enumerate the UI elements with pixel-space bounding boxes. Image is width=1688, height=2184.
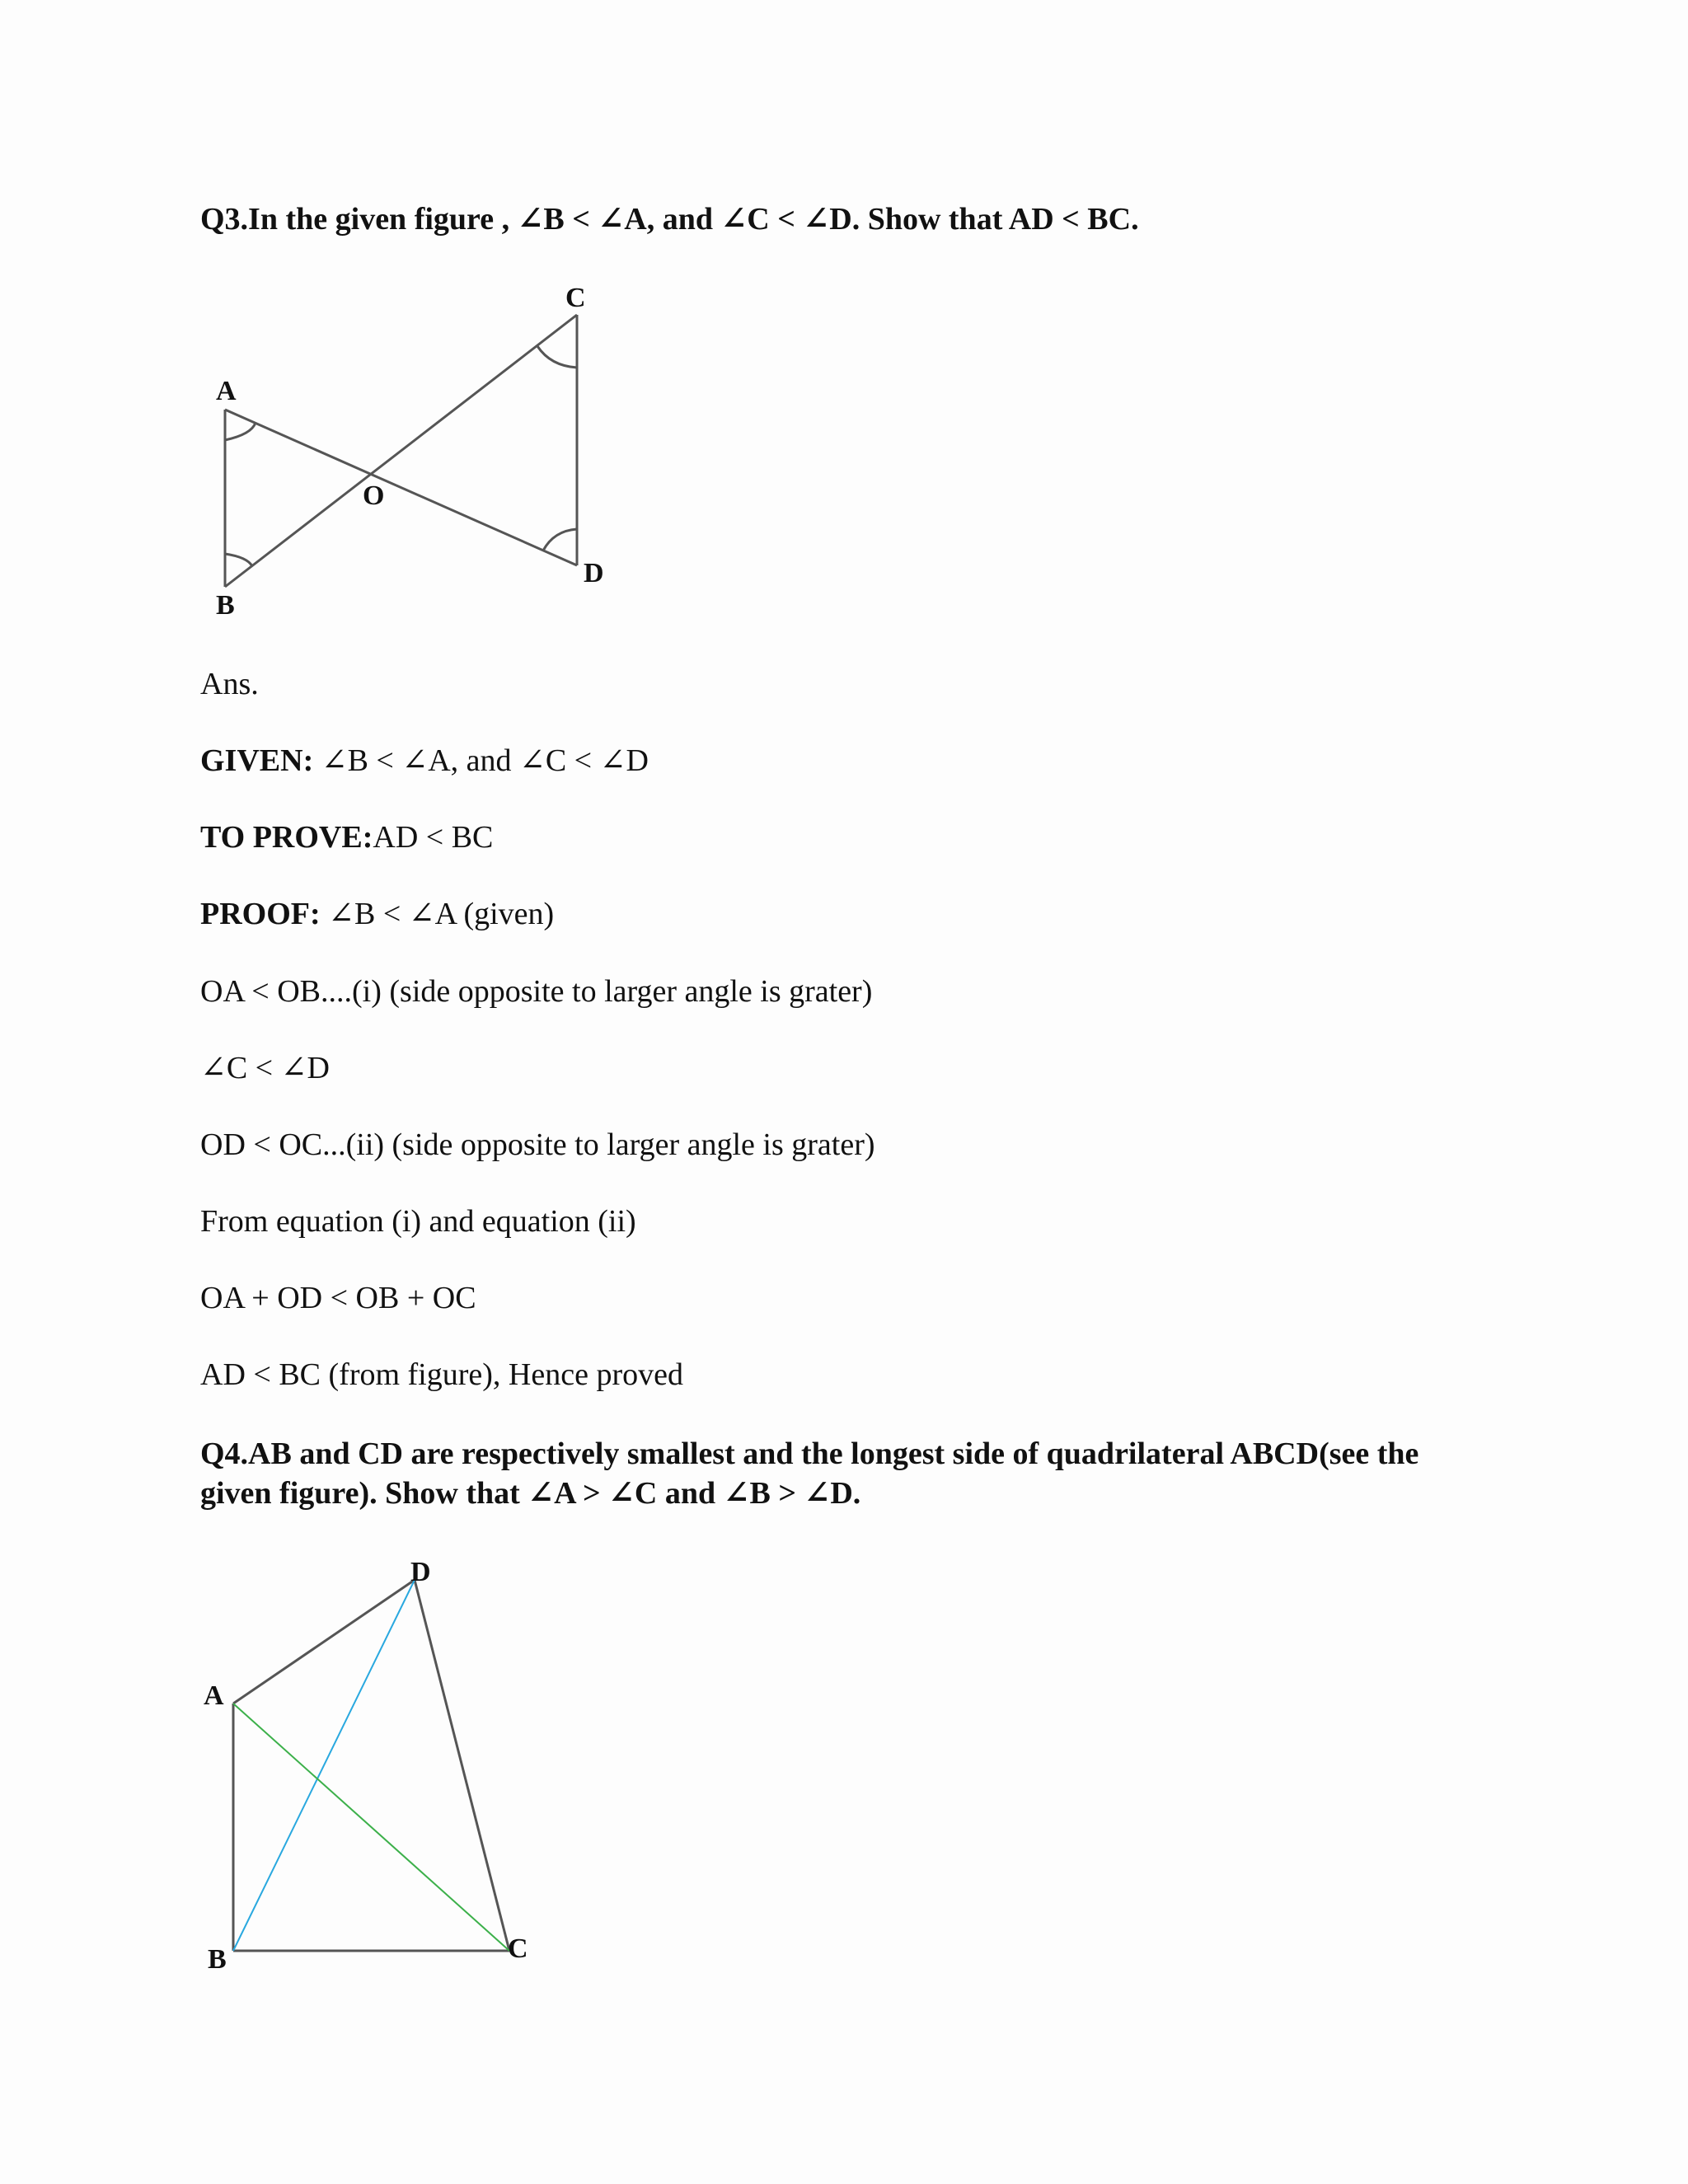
proof-step: OA + OD < OB + OC xyxy=(200,1281,476,1315)
given-line xyxy=(200,742,649,780)
label-d: D xyxy=(410,1557,431,1587)
segment-ad xyxy=(225,410,577,565)
to-prove-label: TO PROVE: xyxy=(200,820,373,855)
proof-step: From equation (i) and equation (ii) xyxy=(200,1204,636,1239)
proof-text: ∠B < ∠A (given) xyxy=(320,897,555,931)
given-label: GIVEN: xyxy=(200,743,314,778)
q3-figure xyxy=(198,276,626,622)
angle-a-arc xyxy=(225,423,256,440)
edge-dc xyxy=(415,1580,509,1951)
ans-label: Ans. xyxy=(200,667,259,701)
given-text: ∠B < ∠A, and ∠C < ∠D xyxy=(313,743,649,778)
angle-c-arc xyxy=(537,346,577,368)
label-d: D xyxy=(584,558,604,588)
diagonal-ac xyxy=(233,1704,509,1951)
proof-step: ∠C < ∠D xyxy=(200,1051,330,1085)
q3-title: Q3.In the given figure , ∠B < ∠A, and ∠C < ∠D. Show that AD < BC. xyxy=(200,202,1139,237)
label-a: A xyxy=(204,1680,224,1711)
label-c: C xyxy=(565,283,586,313)
angle-b-arc xyxy=(225,554,252,566)
q4-title-line1: Q4.AB and CD are respectively smallest and the longest side of quadrilateral ABCD(see the xyxy=(200,1436,1419,1471)
label-b: B xyxy=(216,590,235,621)
proof-label: PROOF: xyxy=(200,897,321,931)
label-c: C xyxy=(508,1933,528,1964)
proof-line xyxy=(200,895,554,933)
proof-step: OA < OB....(i) (side opposite to larger angle is grater) xyxy=(200,974,873,1009)
label-a: A xyxy=(216,376,237,406)
q4-figure xyxy=(198,1549,544,1978)
diagonal-bd xyxy=(233,1580,415,1951)
q4-title-line2: given figure). Show that ∠A > ∠C and ∠B > ∠D. xyxy=(200,1476,861,1511)
angle-d-arc xyxy=(543,529,577,551)
label-o: O xyxy=(363,480,385,511)
to-prove-line xyxy=(200,818,493,856)
proof-step: AD < BC (from figure), Hence proved xyxy=(200,1357,683,1392)
edge-ad xyxy=(233,1580,415,1704)
segment-bc xyxy=(225,315,577,587)
label-b: B xyxy=(208,1944,227,1975)
to-prove-text: AD < BC xyxy=(373,820,494,855)
proof-step: OD < OC...(ii) (side opposite to larger angle is grater) xyxy=(200,1127,875,1162)
